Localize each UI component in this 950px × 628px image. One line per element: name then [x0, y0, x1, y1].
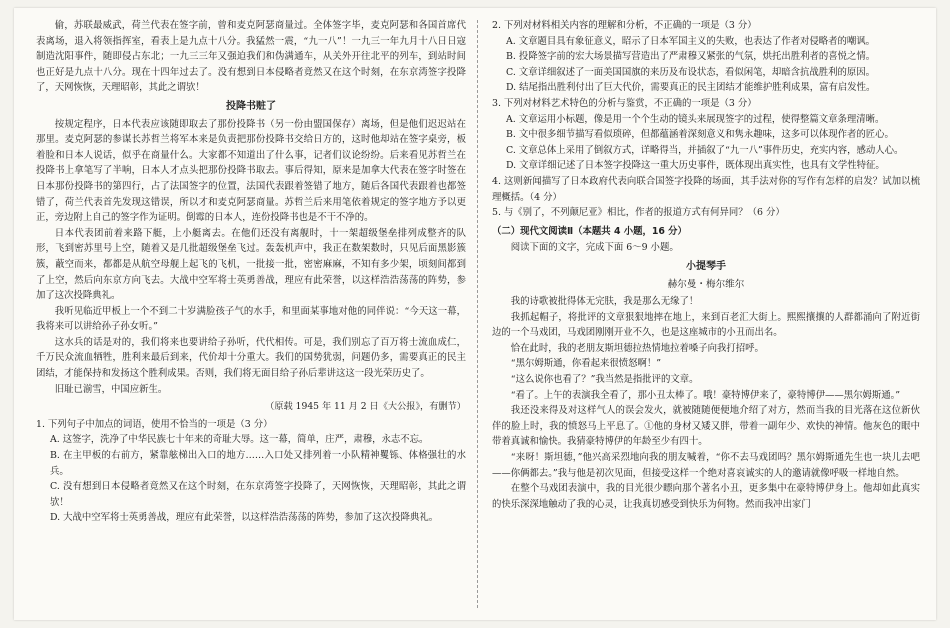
story-paragraph-6: “看了。上午的表演我全看了，那小丑太棒了。哦！豪特博伊来了，豪特博伊——黑尔姆斯通。” — [510, 389, 901, 401]
reading-section-heading: （二）现代文阅读Ⅱ（本题共 4 小题，16 分） — [492, 225, 687, 237]
story-paragraph-3: 恰在此时，我的老朋友斯坦德拉热情地拉着嗓子向我打招呼。 — [510, 342, 764, 354]
question-3-option-c: C. 文章总体上采用了倒叙方式，详略得当，并插叙了“九一八”事件历史，充实内容，感动人心。 — [506, 144, 904, 156]
question-1-option-d: D. 大战中空军将士英勇善战，理应有此荣誉，以这样浩浩荡荡的阵势，参加了这次投降典礼。 — [50, 512, 439, 524]
story-paragraph-1: 我的诗歌被批得体无完肤，我是那么无缘了！ — [510, 296, 699, 308]
right-column — [492, 18, 920, 612]
question-2-option-c: C. 文章详细叙述了一面美国国旗的来历及布设状态，看似闲笔，却暗含抗战胜利的原因。 — [506, 66, 876, 78]
story-title: 小提琴手 — [686, 260, 726, 272]
section-title: 投降书赃了 — [226, 100, 276, 112]
story-paragraph-2: 我抓起帽子，将批评的文章狠狠地摔在地上，来到百老汇大街上。熙熙攘攘的人群都涌向了附近街边的一个马戏团，马戏团刚刚开业不久，也是这座城市的小丑而出名。 — [492, 311, 920, 339]
body-paragraph-5: 旧耻已湔雪，中国应新生。 — [54, 383, 168, 395]
question-3-option-b: B. 文中很多细节描写看似琐碎，但都蕴涵着深刻意义和隽永趣味，这多可以体现作者的匠心。 — [506, 129, 894, 141]
question-2-option-d: D. 结尾指出胜利付出了巨大代价，需要真正的民主团结才能维护胜利成果，富有启发性。 — [506, 82, 876, 94]
body-paragraph-1: 按规定程序，日本代表应该随即取去了那份投降书（另一份由盟国保存）离场，但是他们迟迟站在那里。麦克阿瑟的参谋长苏哲兰将军本来是负责把那份投降书交给日方的，这时他却站在签字桌旁，板着脸和日本人说话，似乎在商量什么。大家都不知道出了什么事，记者们议论纷纷。后来看见苏哲兰在投降书上拿笔写了半响，日本人才点头把那份投降书取去。事后得知，原来是加拿大代表在签字时签在日本那份投降书的第四行，占了法国签字的位置，法国代表跟着签错了地方，随后各国代表跟着也都签错了，荷兰代表首先发现这错误，所以才和麦克阿瑟商量。苏哲兰后来用笔依着规定的签字地方予以更正，旁边附上自己的签字作为证明。倒霉的日本人，连份投降书也是不干不净的。 — [36, 118, 466, 224]
story-paragraph-5: “这么说你也看了？”我当然是指批评的文章。 — [510, 374, 699, 386]
column-divider — [477, 20, 478, 608]
question-1-option-b: B. 在主甲板的右前方，紧靠舷梯出入口的地方……入口处又排列着一小队精神矍铄、体格强壮的水兵。 — [50, 450, 466, 477]
question-3-option-d: D. 文章详细记述了日本签字投降这一重大历史事件，既体现出真实性，也具有文学性特征。 — [506, 160, 885, 172]
question-4: 4. 这则新闻描写了日本政府代表向联合国签字投降的场面，其手法对你的写作有怎样的启发？试加以梳理概括。（4 分） — [492, 175, 920, 203]
article-source: （原载 1945 年 11 月 2 日《大公报》，有删节） — [265, 401, 466, 413]
exam-page — [14, 8, 936, 620]
question-2-option-b: B. 投降签字前的宏大场景描写营造出了严肃穆又紧张的气氛，烘托出胜利者的喜悦之情。 — [506, 51, 876, 63]
question-3-stem: 3. 下列对材料艺术特色的分析与鉴赏，不正确的一项是（3 分） — [492, 97, 757, 109]
story-paragraph-4: “黑尔姆斯通，你看起来很愤怒啊！” — [510, 358, 662, 370]
question-3-option-a: A. 文章运用小标题，像是用一个个生动的镜头来展现签字的过程，使得整篇文章条理清晰。 — [506, 113, 885, 125]
reading-instruction: 阅读下面的文字，完成下面 6～9 小题。 — [510, 242, 679, 254]
left-column — [36, 18, 466, 612]
story-paragraph-8: “来呀！斯坦德，”他兴高采烈地向我的朋友喊着，“你不去马戏团吗？黑尔姆斯通先生也一块儿去吧——你俩都去。”我与他是初次见面，但接受这样一个绝对喜哀诚实的人的邀请就像呼吸一样地自然。 — [492, 452, 920, 479]
body-paragraph-3: 我听见临近甲板上一个不到二十岁满脸孩子气的水手，和里面某事地对他的同伴说：“今天这一幕，我将来可以讲给孙子孙女听。” — [36, 305, 466, 333]
body-paragraph-4: 这水兵的话是对的，我们将来也要讲给子孙听，代代相传。可是，我们别忘了百万将士流血成仁，千万民众流血牺牲，胜利来最后到来，代价却十分重大。我们的国势犹弱，问题仍多，需要真正的民主团结，才能保持和发扬这个胜利成果。否则，我们将无面目给子孙后辈讲这这一段光荣历史了。 — [36, 336, 466, 380]
body-paragraph-2: 日本代表团前着来路下艇，上小艇离去。在他们还没有离舰时，十一架超级堡垒排列成整齐的队形，飞到密苏里号上空，随着又是几批超级堡垒飞过。轰轰机声中，我正在数架数时，只见后面黑影簇簇，蔽空而来，都都是从航空母舰上起飞的飞机，一批接一批，密密麻麻，不知有多少架，顷刻间都到了上空，然后向东京方向飞去。大战中空军将士英勇善战，理应有此荣誉，以这样浩浩荡荡的阵势，参加了这次投降典礼。 — [36, 227, 466, 302]
story-paragraph-9: 在整个马戏团表演中，我的目光很少瞟向那个著名小丑，更多集中在豪特博伊身上。他却如此真实的快乐深深地触动了我的心灵，让我真切感受到快乐为何物。然而我冲出家门 — [492, 483, 920, 510]
question-2-option-a: A. 文章题目具有象征意义，昭示了日本军国主义的失败，也表达了作者对侵略者的嘲讽。 — [506, 35, 875, 47]
story-paragraph-7: 我还没来得及对这样气人的误会发火，就被随随便便地介绍了对方，然而当我的目光落在这位新伙伴的脸上时，我的愤怒马上平息了。①他的身材又矮又胖，带着一副年少、欢快的神情。他灰色的眼中带着真诚和愉快。我猜豪特博伊的年龄至少有四十。 — [492, 405, 920, 448]
question-1-option-c: C. 没有想到日本侵略者竟然又在这个时刻，在东京湾签字投降了，天网恢恢，天理昭彰，其此之谓欤！ — [50, 481, 466, 508]
question-1-option-a: A. 这签字，洗净了中华民族七十年来的奇耻大辱。这一幕，简单，庄严，肃穆，永志不忘。 — [50, 434, 429, 446]
question-2-stem: 2. 下列对材料相关内容的理解和分析，不正确的一项是（3 分） — [492, 20, 757, 31]
question-5: 5. 与《别了，不列颠尼亚》相比，作者的报道方式有何异同？（6 分） — [492, 207, 785, 219]
question-1-stem: 1. 下列句子中加点的词语，使用不恰当的一项是（3 分） — [36, 418, 273, 430]
intro-paragraph: 偷，苏联最威武，荷兰代表在签字前，曾和麦克阿瑟商量过。全体签字毕，麦克阿瑟和各国首席代表离场，退入将领指挥室，看表上是九点十八分。我猛然一震，“九一八”！一九三一年九月十八日日寇制造沈阳事件，随即侵占东北；一九三三年又强迫我们和伪满通车，从关外开往北平的列车，到站时间也正好是九点十八分。现在十四年过去了。没有想到日本侵略者竟然又在这个时刻，在东京湾签字投降了，天网恢恢，天理昭彰，其此之谓欤！ — [36, 20, 466, 94]
story-author: 赫尔曼・梅尔维尔 — [667, 278, 745, 290]
